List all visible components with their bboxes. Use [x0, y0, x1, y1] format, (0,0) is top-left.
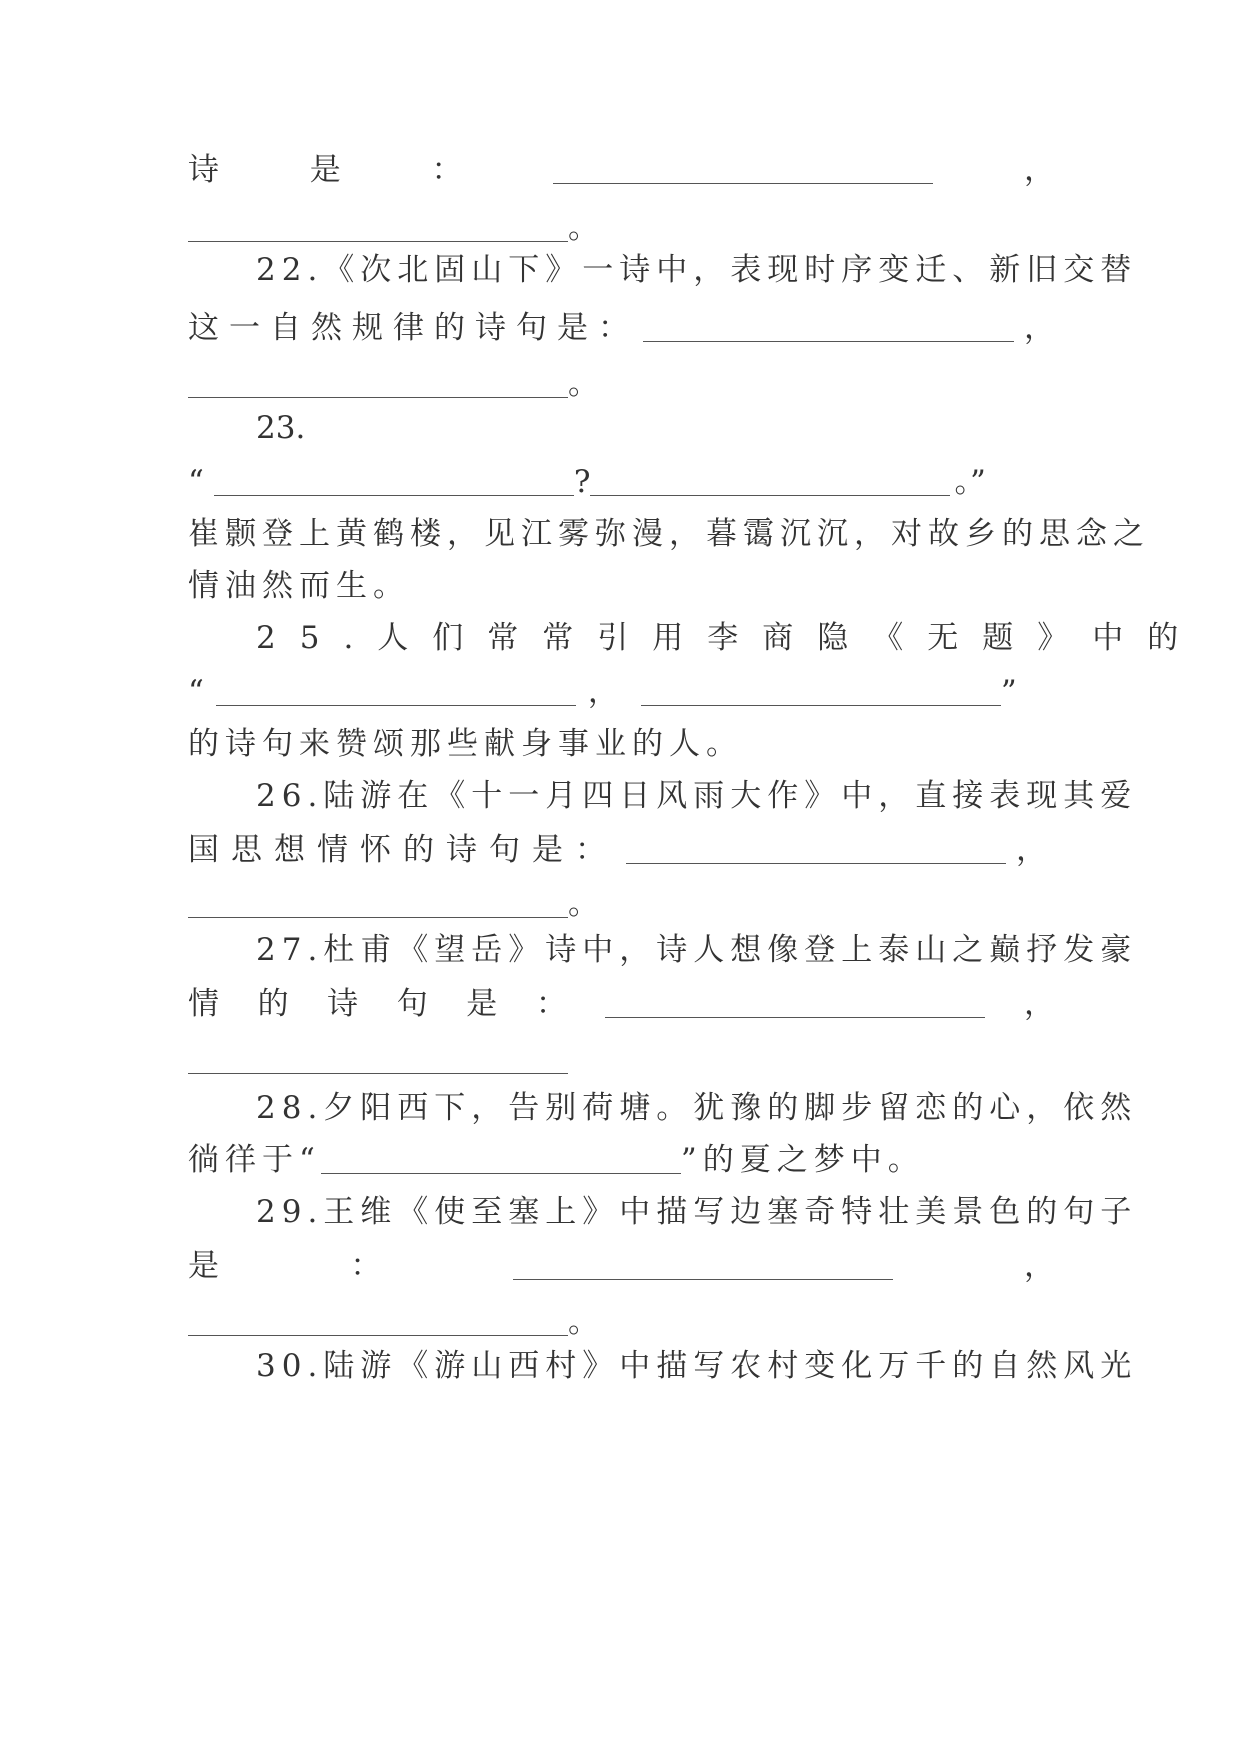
question-30-line-1: [188, 1346, 1138, 1386]
question-26-line-2: [188, 830, 1055, 870]
question-27-line-3: [188, 1040, 1055, 1080]
text-comma: ，: [1023, 1248, 1055, 1284]
question-26-text: 26.陆游在《十一月四日风雨大作》中，直接表现其爱: [256, 778, 1138, 814]
line-1: [188, 150, 1055, 190]
question-22-text: 22.《次北固山下》一诗中，表现时序变迁、新旧交替: [256, 252, 1138, 288]
question-25-line-2: [188, 672, 1055, 712]
question-22-line-3: [188, 364, 1055, 404]
text-shi: 诗: [188, 152, 219, 188]
text-comma: ，: [1024, 152, 1055, 188]
text-is: 是: [309, 152, 341, 188]
answer-blank[interactable]: [513, 1251, 893, 1280]
question-27-char: 的: [257, 986, 289, 1022]
answer-blank[interactable]: [188, 889, 568, 918]
text-period: 。: [568, 886, 599, 922]
quote-close: ”: [1000, 674, 1017, 710]
answer-blank[interactable]: [188, 1045, 568, 1074]
answer-blank[interactable]: [214, 467, 574, 496]
text-comma: ，: [1016, 832, 1047, 868]
question-27-line-2: [188, 984, 1055, 1024]
question-29-text: 29.王维《使至塞上》中描写边塞奇特壮美景色的句子: [256, 1194, 1138, 1230]
text-comma: ，: [1023, 986, 1055, 1022]
question-23-line-2: [188, 514, 1150, 554]
question-26-prompt: 国思想情怀的诗句是：: [188, 832, 618, 868]
answer-blank[interactable]: [643, 313, 1014, 342]
question-23-text: 崔颢登上黄鹤楼，见江雾弥漫，暮霭沉沉，对故乡的思念之: [188, 516, 1150, 552]
question-mark: ?: [573, 464, 591, 500]
quote-close: 。”: [954, 464, 986, 500]
question-22-line-1: [188, 250, 1138, 290]
answer-blank[interactable]: [590, 467, 950, 496]
answer-blank[interactable]: [641, 677, 1001, 706]
question-27-text: 27.杜甫《望岳》诗中，诗人想像登上泰山之巅抒发豪: [256, 932, 1138, 968]
question-27-line-1: [188, 930, 1138, 970]
question-28-prompt: 徜徉于“: [188, 1142, 321, 1178]
question-22-line-2: [188, 308, 1055, 348]
answer-blank[interactable]: [553, 155, 933, 184]
question-25-text-end: 的诗句来赞颂那些献身事业的人。: [188, 726, 743, 762]
text-comma: ，: [1024, 310, 1055, 346]
text-period: 。: [568, 210, 599, 246]
answer-blank[interactable]: [188, 213, 568, 242]
answer-blank[interactable]: [626, 835, 1006, 864]
question-28-line-2: [188, 1140, 1055, 1180]
question-22-prompt: 这一自然规律的诗句是：: [188, 310, 639, 346]
question-28-line-1: [188, 1088, 1138, 1128]
question-26-line-3: [188, 884, 1055, 924]
question-28-text-end: ”的夏之梦中。: [680, 1142, 925, 1178]
text-period: 。: [568, 366, 599, 402]
question-27-char: 情: [188, 986, 219, 1022]
answer-blank[interactable]: [188, 369, 568, 398]
question-25-line-3: [188, 724, 1055, 764]
question-30-text: 30.陆游《游山西村》中描写农村变化万千的自然风光: [256, 1348, 1138, 1384]
answer-blank[interactable]: [321, 1145, 681, 1174]
question-23-num: 23.: [256, 410, 306, 446]
question-23-line-3: [188, 566, 1055, 606]
line-2: [188, 208, 1055, 248]
answer-blank[interactable]: [605, 989, 985, 1018]
question-27-char: 诗: [327, 986, 359, 1022]
question-29-line-3: [188, 1302, 1055, 1342]
quote-open: “: [188, 464, 204, 500]
question-23-text-end: 情油然而生。: [188, 568, 410, 604]
text-colon: ：: [350, 1248, 382, 1284]
question-27-char: 句: [396, 986, 428, 1022]
text-colon: ：: [535, 986, 567, 1022]
question-26-line-1: [188, 776, 1138, 816]
question-23-number: [188, 408, 1055, 448]
question-29-line-2: [188, 1246, 1055, 1286]
question-23-line-1: [188, 462, 1055, 502]
question-29-line-1: [188, 1192, 1138, 1232]
text-colon: ：: [431, 152, 463, 188]
question-25-text: 25.人们常常引用李商隐《无题》中的: [256, 620, 1203, 656]
quote-open: “: [188, 674, 204, 710]
text-comma: ，: [587, 674, 619, 710]
question-27-char: 是: [466, 986, 498, 1022]
text-period: 。: [568, 1304, 599, 1340]
question-29-char: 是: [188, 1248, 219, 1284]
answer-blank[interactable]: [188, 1307, 568, 1336]
question-25-line-1: [188, 618, 1203, 658]
question-28-text: 28.夕阳西下，告别荷塘。犹豫的脚步留恋的心，依然: [256, 1090, 1138, 1126]
answer-blank[interactable]: [216, 677, 576, 706]
